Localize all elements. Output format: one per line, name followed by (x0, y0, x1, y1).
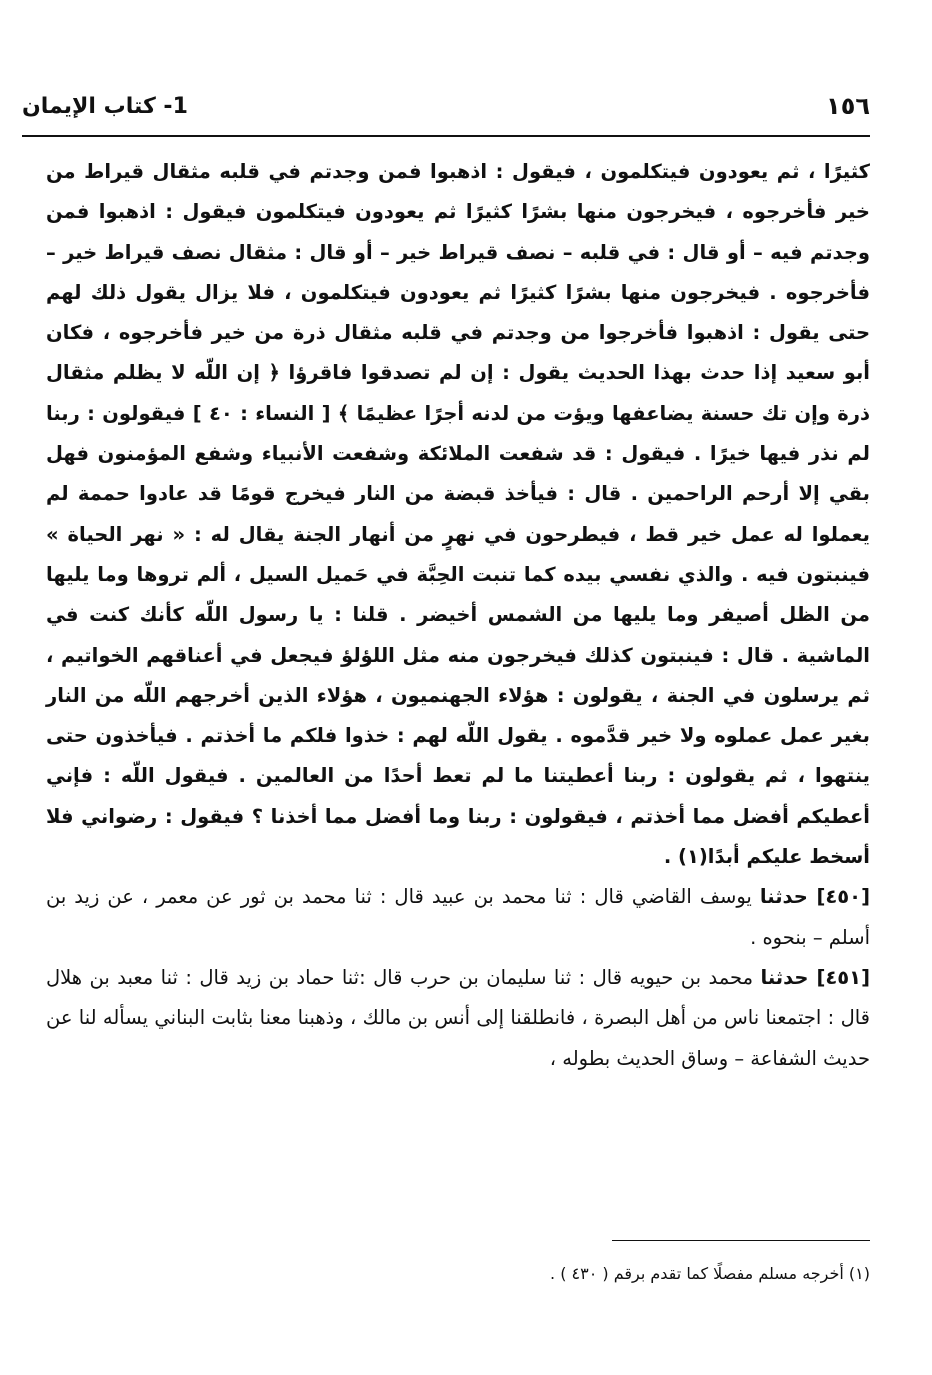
hadith-451-text: محمد بن حيويه قال : ثنا سليمان بن حرب قال :ثنا حماد بن زيد قال : ثنا معبد بن هلال قال : اجتمعنا ناس من أهل البصرة ، فانطلقنا إلى أنس بن مالك ، وذهبنا معنا بثابت البناني يسأله لنا عن حديث الشفاعة – وساق الحديث بطوله ، (46, 965, 870, 1070)
footnote-separator (612, 1240, 870, 1241)
page-header (22, 86, 870, 126)
hadith-451 (46, 958, 870, 1079)
hadith-450-text: يوسف القاضي قال : ثنا محمد بن عبيد قال : ثنا محمد بن ثور عن معمر ، عن زيد بن أسلم – بنحوه . (46, 885, 870, 949)
page-number: ١٥٦ (826, 92, 870, 120)
chapter-title: 1- كتاب الإيمان (22, 93, 188, 119)
hadith-450-number: [٤٥٠] حدثنا (759, 885, 871, 909)
hadith-continuation: كثيرًا ، ثم يعودون فيتكلمون ، فيقول : اذهبوا فمن وجدتم في قلبه مثقال قيراط من خير فأخرجوه ، فيخرجون منها بشرًا كثيرًا ثم يعودون فيتكلمون فيقول : اذهبوا فمن وجدتم فيه – أو قال : في قلبه – نصف قيراط خير – أو قال : مثقال نصف قيراط خير – فأخرجوه . فيخرجون منها بشرًا كثيرًا ثم يعودون فيتكلمون ، فلا يزال يقول ذلك لهم حتى يقول : اذهبوا فأخرجوا من وجدتم في قلبه مثقال ذرة من خير فأخرجوه ، فكان أبو سعيد إذا حدث بهذا الحديث يقول : إن لم تصدقوا فاقرؤا ﴿ إن اللّه لا يظلم مثقال ذرة وإن تك حسنة يضاعفها ويؤت من لدنه أجرًا عظيمًا ﴾ [ النساء : ٤٠ ] فيقولون : ربنا لم نذر فيها خيرًا . فيقول : قد شفعت الملائكة وشفعت الأنبياء وشفع المؤمنون فهل بقي إلا أرحم الراحمين . قال : فيأخذ قبضة من النار فيخرج قومًا قد عادوا حممة لم يعملوا له عمل خير قط ، فيطرحون في نهرٍ من أنهار الجنة يقال له : « نهر الحياة » فينبتون فيه . والذي نفسي بيده كما تنبت الحِبَّة في حَميل السيل ، ألم تروها وما يليها من الظل أصيفر وما يليها من الشمس أخيضر . قلنا : يا رسول اللّه كأنك كنت في الماشية . قال : فينبتون كذلك فيخرجون منه مثل اللؤلؤ فيجعل في أعناقهم الخواتيم ، ثم يرسلون في الجنة ، يقولون : هؤلاء الجهنميون ، هؤلاء الذين أخرجهم اللّه من النار بغير عمل عملوه ولا خير قدَّموه . يقول اللّه لهم : خذوا فلكم ما أخذتم . فيأخذون حتى ينتهوا ، ثم يقولون : ربنا أعطيتنا ما لم تعط أحدًا من العالمين . فيقول اللّه : فإني أعطيكم أفضل مما أخذتم ، فيقولون : ربنا وما أفضل مما أخذنا ؟ فيقول : رضواني فلا أسخط عليكم أبدًا(١) . (46, 160, 870, 869)
hadith-451-number: [٤٥١] حدثنا (760, 965, 871, 989)
main-text-block (46, 152, 870, 1079)
header-rule (22, 135, 870, 137)
footnote: (١) أخرجه مسلم مفصلًا كما تقدم برقم ( ٤٣٠ ) . (550, 1264, 870, 1283)
hadith-450 (46, 877, 870, 958)
